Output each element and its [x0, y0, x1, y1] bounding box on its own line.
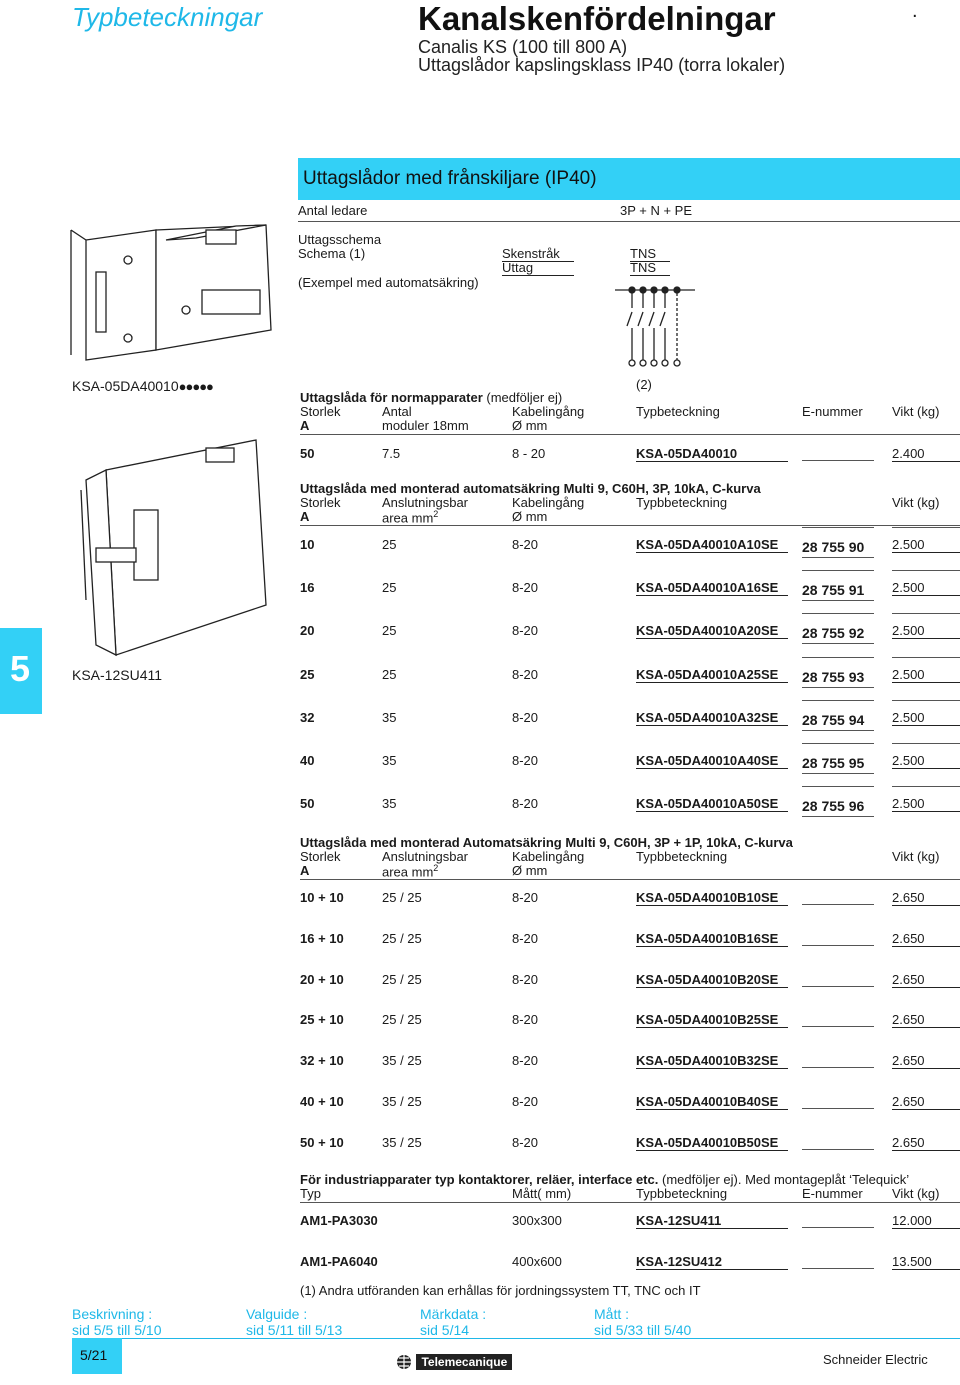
table-b-cell: 35: [382, 709, 397, 725]
table-b-cell: KSA-05DA40010A40SE: [636, 753, 788, 769]
table-c-cell: 25 / 25: [382, 971, 422, 987]
divider: [300, 434, 960, 435]
table-c-cell: 2.650: [892, 1012, 960, 1028]
table-b-cell: 2.500: [892, 580, 960, 596]
footnote: (1) Andra utföranden kan erhållas för jordningssystem TT, TNC och IT: [300, 1283, 701, 1298]
footer-link-ref[interactable]: sid 5/14: [420, 1322, 470, 1338]
enummer-line: [802, 570, 874, 571]
table-b-cell: 35: [382, 796, 397, 812]
table-b-title: Uttagslåda med monterad automatsäkring Multi 9, C60H, 3P, 10kA, C-kurva: [300, 481, 761, 496]
divider: [300, 1202, 960, 1203]
table-d-cell: 12.000: [892, 1213, 960, 1229]
footer-link-label: Märkdata :: [420, 1306, 487, 1322]
table-c-h2-a: A: [300, 863, 310, 878]
enummer-line: [802, 557, 874, 558]
footer-link-label: Valguide :: [246, 1306, 308, 1322]
table-b-cell: 25: [382, 537, 397, 552]
skenstrak-value: TNS: [630, 246, 670, 262]
table-b-cell: 25: [382, 666, 397, 682]
enummer-line: [802, 743, 874, 744]
table-b-enummer: 28 755 96: [802, 798, 865, 815]
table-c-cell: KSA-05DA40010B20SE: [636, 972, 788, 988]
table-c-cell: 35 / 25: [382, 1094, 422, 1109]
table-b-h2-a: A: [300, 509, 310, 524]
page-subtitle-2: Uttagslådor kapslingsklass IP40 (torra lokaler): [418, 55, 786, 75]
table-c-cell: 25 / 25: [382, 890, 422, 905]
enummer-line: [802, 460, 874, 461]
table-c-cell: 50 + 10: [300, 1134, 344, 1150]
table-b-cell: KSA-05DA40010A16SE: [636, 580, 788, 596]
table-c-cell: 2.650: [892, 1053, 960, 1069]
table-a-cell: KSA-05DA40010: [636, 446, 788, 462]
table-c-cell: KSA-05DA40010B10SE: [636, 890, 788, 906]
enummer-line: [802, 613, 874, 614]
table-a-cell: 2.400: [892, 446, 960, 462]
enummer-line: [802, 1067, 874, 1068]
table-d-cell: 300x300: [512, 1213, 562, 1228]
table-c-h-kabel: Kabelingång: [512, 849, 585, 864]
enummer-line: [802, 1149, 874, 1150]
footer-link-label: Mått :: [594, 1306, 630, 1322]
table-c-h-ansl: Anslutningsbar: [382, 849, 468, 864]
table-b-cell: 8-20: [512, 796, 539, 812]
table-c-cell: 25 / 25: [382, 930, 422, 946]
table-c-cell: 8-20: [512, 1012, 539, 1028]
table-b-enummer: 28 755 91: [802, 582, 865, 599]
page-number: 5/21: [80, 1347, 108, 1363]
outlet-box-drawing-1: [66, 220, 286, 370]
product-label-1: KSA-05DA40010●●●●●: [72, 378, 213, 394]
table-c-title: Uttagslåda med monterad Automatsäkring Multi 9, C60H, 3P + 1P, 10kA, C-kurva: [300, 835, 793, 850]
vikt-line: [892, 527, 960, 528]
table-c-cell: KSA-05DA40010B16SE: [636, 931, 788, 947]
enummer-line: [802, 945, 874, 946]
page-number-box: [72, 1338, 122, 1374]
enummer-line: [802, 700, 874, 701]
table-c-cell: 8-20: [512, 1134, 539, 1150]
table-b-cell: 8-20: [512, 666, 539, 682]
table-c-cell: KSA-05DA40010B25SE: [636, 1012, 788, 1028]
table-b-enummer: 28 755 93: [802, 668, 865, 685]
divider: [300, 879, 960, 880]
company-name: Schneider Electric: [823, 1352, 928, 1367]
vikt-line: [892, 657, 960, 658]
footer-link-ref[interactable]: sid 5/11 till 5/13: [246, 1322, 343, 1338]
table-b-cell: 2.500: [892, 753, 960, 769]
note-2: (2): [636, 377, 652, 392]
table-a-cell: 50: [300, 446, 315, 461]
table-c-cell: 2.650: [892, 1135, 960, 1151]
table-b-h2-area: area $mm^2$: [382, 509, 439, 526]
table-b-cell: 20: [300, 623, 315, 639]
globe-icon: [396, 1354, 412, 1370]
skenstrak-label: Skenstråk: [502, 246, 574, 262]
table-c-cell: 8-20: [512, 1094, 539, 1109]
table-b-cell: 2.500: [892, 710, 960, 726]
table-d-cell: KSA-12SU411: [636, 1213, 788, 1229]
brand-name: Telemecanique: [416, 1354, 512, 1370]
footer-link-ref[interactable]: sid 5/33 till 5/40: [594, 1322, 692, 1338]
footer-link-label: Beskrivning :: [72, 1306, 153, 1322]
table-c-cell: 20 + 10: [300, 971, 344, 987]
table-b-cell: 16: [300, 580, 315, 596]
table-b-cell: KSA-05DA40010A25SE: [636, 667, 788, 683]
table-a-cell: 7.5: [382, 446, 401, 461]
table-c-cell: 25 / 25: [382, 1012, 422, 1028]
divider: [298, 221, 960, 222]
header-dot: .: [912, 0, 918, 22]
table-c-cell: 40 + 10: [300, 1094, 344, 1109]
table-d-cell: AM1-PA6040: [300, 1254, 378, 1269]
table-b-cell: KSA-05DA40010A10SE: [636, 537, 788, 553]
page-subtitle-1: Canalis KS (100 till 800 A): [418, 37, 628, 57]
page-title: Kanalskenfördelningar: [418, 0, 776, 37]
outlet-box-drawing-2: [66, 430, 286, 660]
vikt-line: [892, 613, 960, 614]
table-a-title: Uttagslåda för normapparater (medföljer ej): [300, 390, 563, 405]
table-d-title: För industriapparater typ kontaktorer, reläer, interface etc. (medföljer ej). Med montageplåt ‘Telequick’: [300, 1172, 910, 1187]
enummer-line: [802, 1227, 874, 1228]
table-c-cell: 25 + 10: [300, 1012, 344, 1028]
enummer-line: [802, 657, 874, 658]
table-d-cell: KSA-12SU412: [636, 1254, 788, 1270]
table-b-h-typ: Typbbeteckning: [636, 495, 728, 510]
table-d-cell: 13.500: [892, 1254, 960, 1270]
table-c-cell: 35 / 25: [382, 1134, 422, 1150]
footer-divider: [72, 1338, 960, 1339]
enummer-line: [802, 730, 874, 731]
table-d-h-vikt: Vikt (kg): [892, 1186, 940, 1201]
table-c-h2-d: Ø mm: [512, 863, 548, 878]
section-header: [298, 158, 960, 200]
table-b-h-vikt: Vikt (kg): [892, 495, 940, 510]
schema-label: Schema (1): [298, 246, 366, 261]
table-b-h-kabel: Kabelingång: [512, 495, 585, 510]
table-b-cell: 2.500: [892, 537, 960, 553]
table-c-cell: 16 + 10: [300, 930, 344, 946]
table-b-enummer: 28 755 90: [802, 539, 865, 555]
enummer-line: [802, 1268, 874, 1269]
table-b-cell: 50: [300, 796, 315, 812]
table-a-h-kabel: Kabelingång: [512, 404, 585, 419]
enummer-line: [802, 687, 874, 688]
table-b-cell: 25: [300, 666, 315, 682]
table-b-cell: 8-20: [512, 623, 539, 639]
enummer-line: [802, 600, 874, 601]
enummer-line: [802, 1026, 874, 1027]
table-b-enummer: 28 755 92: [802, 625, 865, 642]
table-a-h-enr: E-nummer: [802, 404, 863, 419]
enummer-line: [802, 773, 874, 774]
table-d-h-matt: Mått( mm): [512, 1186, 572, 1201]
table-a-h-antal: Antal: [382, 404, 412, 419]
table-a-h-vikt: Vikt (kg): [892, 404, 940, 419]
table-b-h2-d: Ø mm: [512, 509, 548, 524]
table-a-h-typ: Typbeteckning: [636, 404, 720, 419]
antal-ledare-value: 3P + N + PE: [620, 203, 693, 218]
footer-link-ref[interactable]: sid 5/5 till 5/10: [72, 1322, 162, 1338]
table-b-cell: 32: [300, 709, 315, 725]
table-b-cell: KSA-05DA40010A50SE: [636, 796, 788, 812]
table-b-cell: 8-20: [512, 753, 539, 768]
wiring-schematic: [615, 280, 695, 372]
table-b-cell: KSA-05DA40010A32SE: [636, 710, 788, 726]
table-a-cell: 8 - 20: [512, 446, 546, 461]
table-c-cell: 2.650: [892, 1094, 960, 1110]
table-a-h2-d: Ø mm: [512, 418, 548, 433]
uttag-label: Uttag: [502, 260, 574, 276]
enummer-line: [802, 1108, 874, 1109]
enummer-line: [802, 816, 874, 817]
table-c-h-typ: Typbbeteckning: [636, 849, 728, 864]
table-c-h-storlek: Storlek: [300, 849, 341, 864]
table-c-cell: 8-20: [512, 890, 539, 905]
table-c-cell: 35 / 25: [382, 1053, 422, 1069]
table-c-cell: 10 + 10: [300, 890, 344, 905]
table-c-cell: 2.650: [892, 890, 960, 906]
table-c-cell: 8-20: [512, 930, 539, 946]
table-a-h2-mod: moduler 18mm: [382, 418, 469, 433]
table-d-h-typb: Typbbeteckning: [636, 1186, 728, 1201]
telemecanique-logo: [396, 1353, 512, 1369]
enummer-line: [802, 643, 874, 644]
vikt-line: [892, 700, 960, 701]
uttagsschema-label: Uttagsschema: [298, 232, 382, 247]
enummer-line: [802, 904, 874, 905]
uttag-value: TNS: [630, 260, 670, 276]
exempel-label: (Exempel med automatsäkring): [298, 275, 479, 290]
table-b-cell: 25: [382, 623, 397, 639]
table-b-h-storlek: Storlek: [300, 495, 341, 510]
table-b-h-ansl: Anslutningsbar: [382, 495, 468, 510]
section-tab: 5: [0, 628, 42, 714]
table-c-cell: 2.650: [892, 931, 960, 947]
table-b-enummer: 28 755 94: [802, 711, 865, 728]
product-label-2: KSA-12SU411: [72, 667, 163, 683]
table-b-cell: 8-20: [512, 709, 539, 725]
table-b-cell: 40: [300, 753, 315, 768]
table-b-cell: 2.500: [892, 796, 960, 812]
enummer-line: [802, 527, 874, 528]
table-c-cell: 32 + 10: [300, 1053, 344, 1069]
table-b-cell: 8-20: [512, 580, 539, 596]
table-b-cell: 2.500: [892, 667, 960, 683]
enummer-line: [802, 786, 874, 787]
table-a-h-storlek: Storlek: [300, 404, 341, 419]
antal-ledare-label: Antal ledare: [298, 203, 368, 218]
table-a-h2-a: A: [300, 418, 310, 433]
section-title: Uttagslådor med frånskiljare (IP40): [303, 168, 597, 189]
table-c-cell: KSA-05DA40010B32SE: [636, 1053, 788, 1069]
vikt-line: [892, 743, 960, 744]
vikt-line: [892, 570, 960, 571]
table-d-h-enr: E-nummer: [802, 1186, 863, 1201]
table-c-cell: KSA-05DA40010B50SE: [636, 1135, 788, 1151]
table-b-cell: 8-20: [512, 537, 539, 552]
table-b-cell: 10: [300, 537, 315, 552]
vikt-line: [892, 786, 960, 787]
table-d-cell: AM1-PA3030: [300, 1213, 378, 1228]
table-b-enummer: 28 755 95: [802, 755, 865, 771]
table-d-cell: 400x600: [512, 1254, 562, 1269]
table-c-h2-area: area $mm^2$: [382, 863, 439, 880]
table-b-cell: KSA-05DA40010A20SE: [636, 623, 788, 639]
table-d-h-typ: Typ: [300, 1186, 321, 1201]
table-b-cell: 35: [382, 753, 397, 768]
divider: [300, 525, 960, 526]
table-c-h-vikt: Vikt (kg): [892, 849, 940, 864]
table-c-cell: 2.650: [892, 972, 960, 988]
table-c-cell: KSA-05DA40010B40SE: [636, 1094, 788, 1110]
table-c-cell: 8-20: [512, 1053, 539, 1069]
table-b-cell: 2.500: [892, 623, 960, 639]
table-b-cell: 25: [382, 580, 397, 596]
category-label: Typbeteckningar: [72, 2, 263, 32]
table-c-cell: 8-20: [512, 971, 539, 987]
enummer-line: [802, 986, 874, 987]
